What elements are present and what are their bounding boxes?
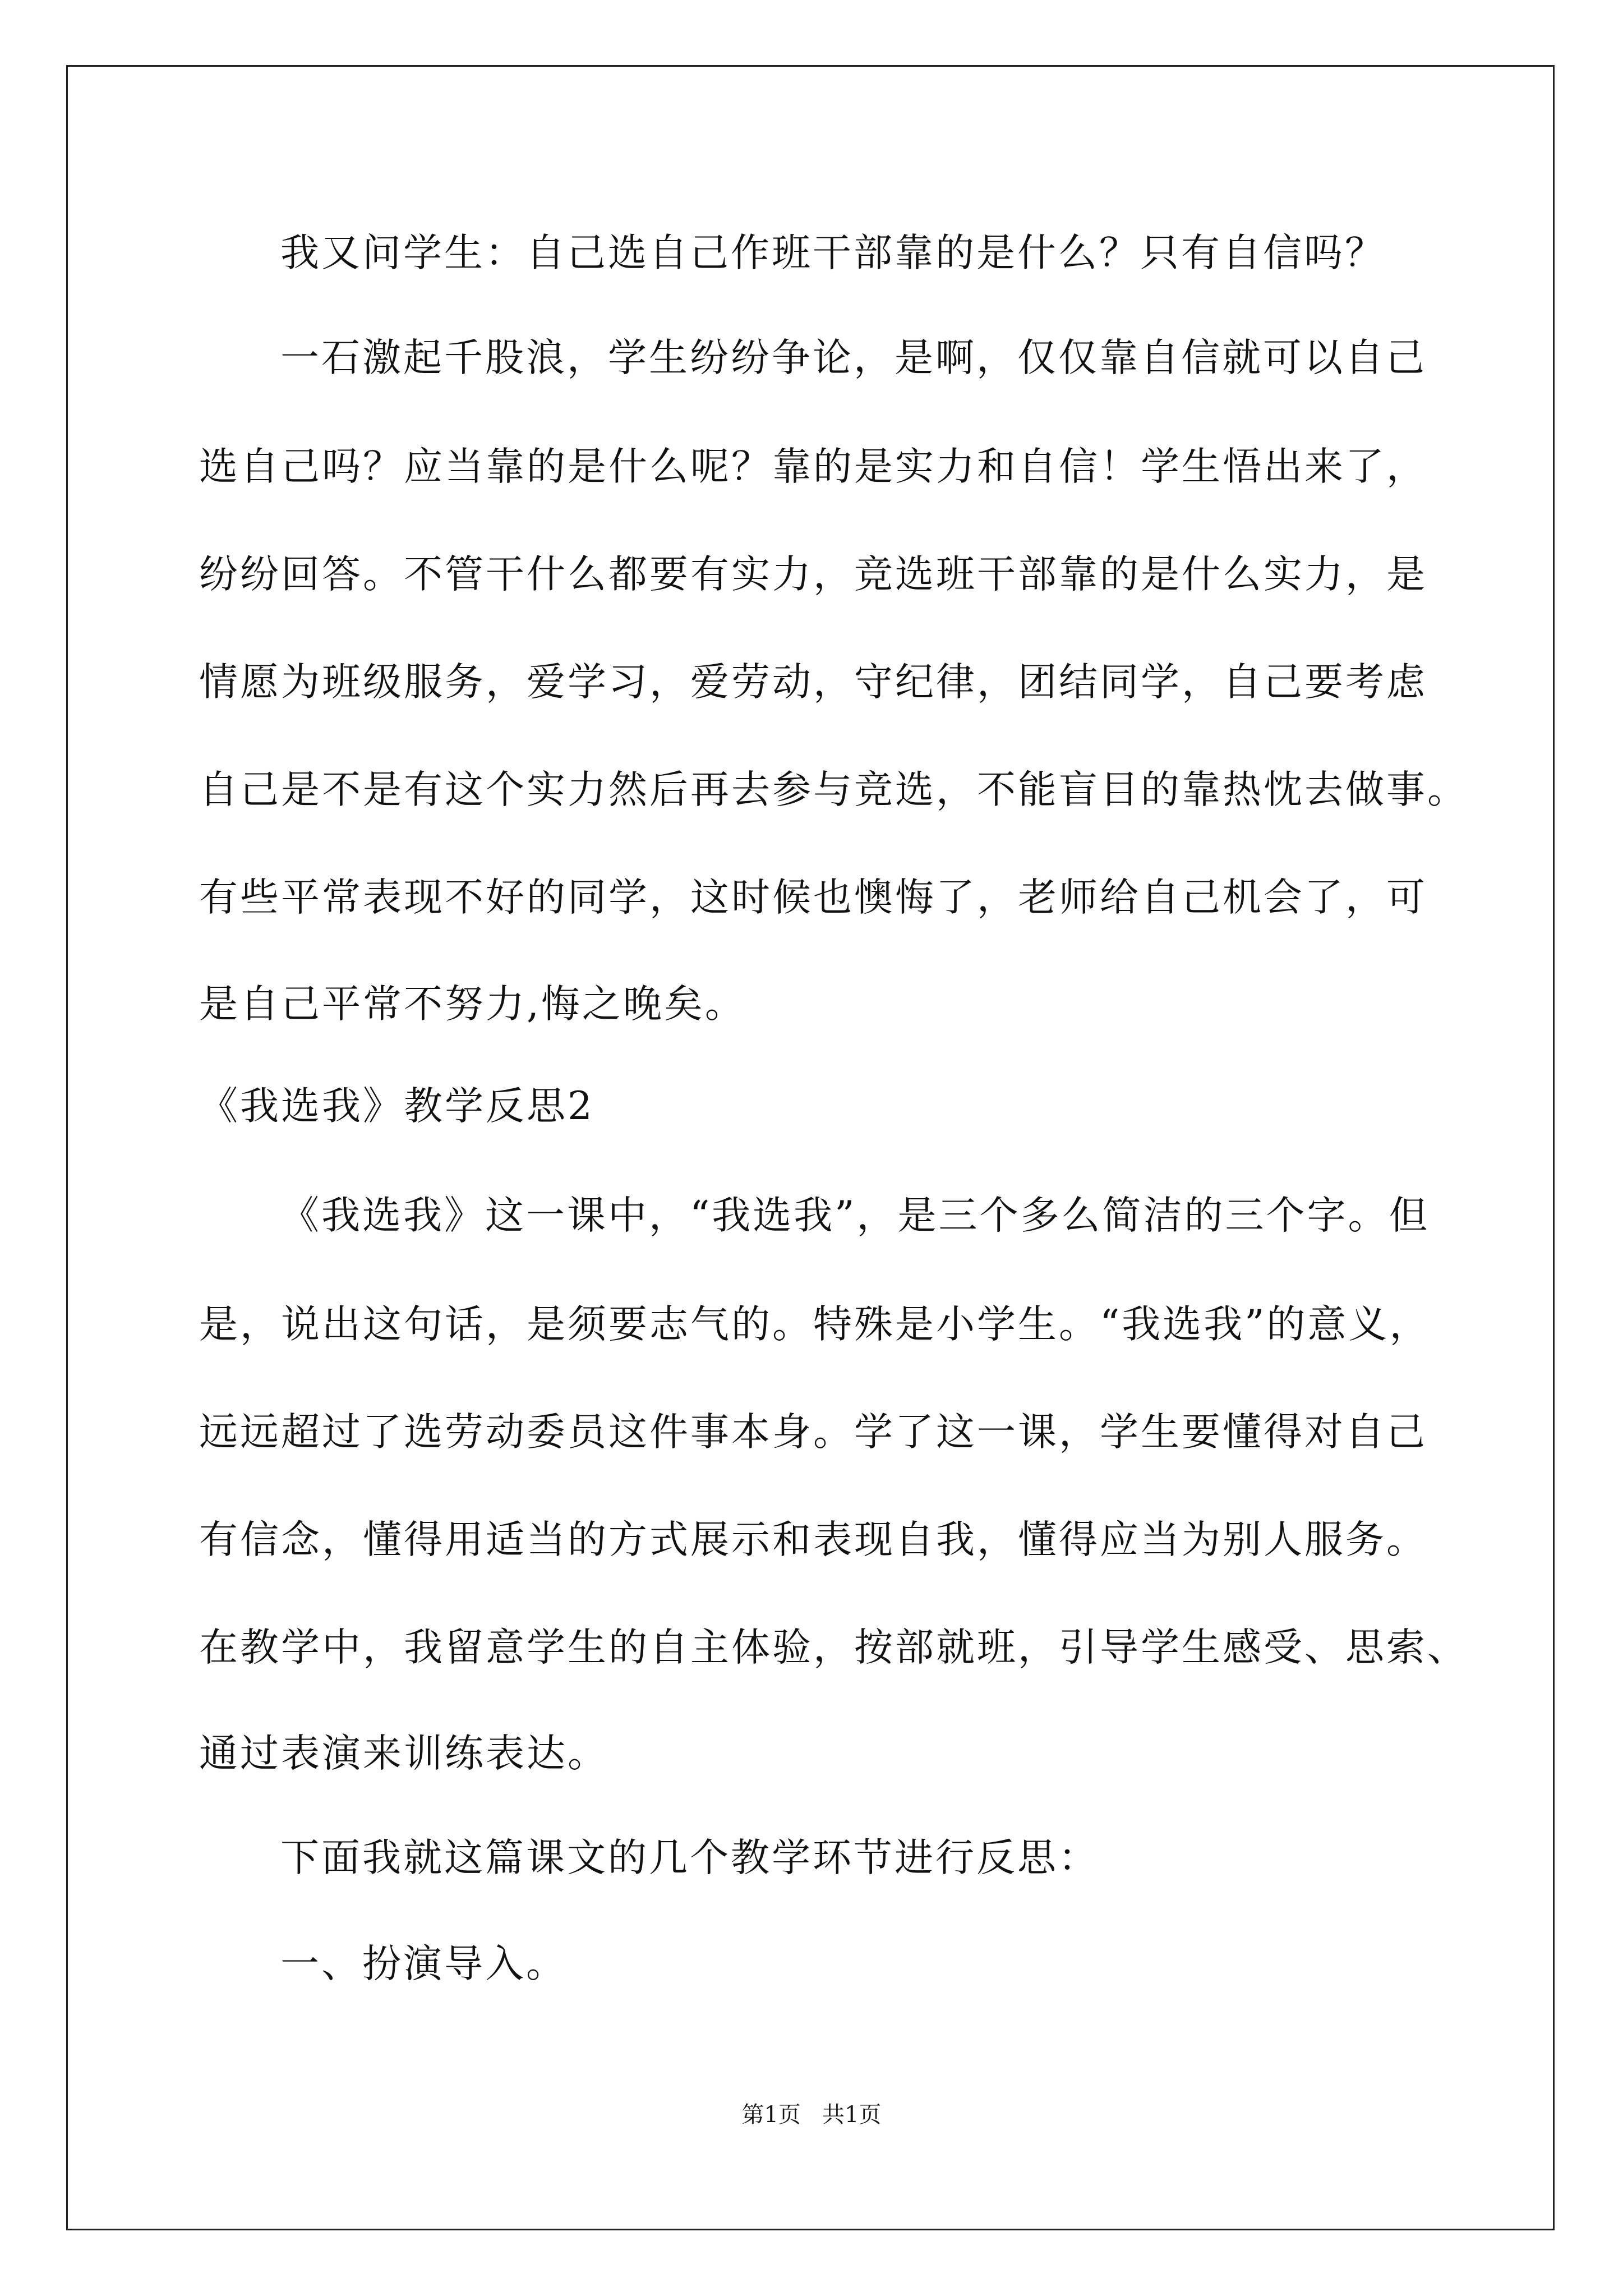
paragraph-2-line-6: 有些平常表现不好的同学，这时候也懊悔了，老师给自己机会了，可 — [199, 875, 1427, 920]
paragraph-2-line-4: 情愿为班级服务，爱学习，爱劳动，守纪律，团结同学，自己要考虑 — [199, 660, 1427, 705]
paragraph-2-line-1: 一石激起千股浪，学生纷纷争论，是啊，仅仅靠自信就可以自己 — [280, 335, 1427, 380]
page-footer: 第1页 共1页 — [741, 2102, 882, 2128]
paragraph-3-line-2: 是，说出这句话，是须要志气的。特殊是小学生。“我选我”的意义， — [199, 1302, 1431, 1347]
paragraph-2-line-2: 选自己吗？应当靠的是什么呢？靠的是实力和自信！学生悟出来了， — [199, 444, 1427, 489]
paragraph-3-line-6: 通过表演来训练表达。 — [199, 1731, 608, 1776]
paragraph-2-line-3: 纷纷回答。不管干什么都要有实力，竞选班干部靠的是什么实力，是 — [199, 552, 1427, 597]
paragraph-4-line-1: 下面我就这篇课文的几个教学环节进行反思： — [280, 1835, 1099, 1880]
paragraph-3-line-5: 在教学中，我留意学生的自主体验，按部就班，引导学生感受、思索、 — [199, 1625, 1468, 1670]
paragraph-2-line-7: 是自己平常不努力,悔之晚矣。 — [199, 982, 746, 1027]
section-heading: 《我选我》教学反思2 — [199, 1084, 594, 1129]
paragraph-1-line-1: 我又问学生：自己选自己作班干部靠的是什么？只有自信吗？ — [280, 231, 1386, 275]
paragraph-3-line-3: 远远超过了选劳动委员这件事本身。学了这一课，学生要懂得对自己 — [199, 1410, 1427, 1455]
paragraph-2-line-5: 自己是不是有这个实力然后再去参与竞选，不能盲目的靠热忱去做事。 — [199, 767, 1468, 812]
paragraph-3-line-4: 有信念，懂得用适当的方式展示和表现自我，懂得应当为别人服务。 — [199, 1517, 1427, 1562]
paragraph-3-line-1: 《我选我》这一课中，“我选我”，是三个多么简洁的三个字。但 — [280, 1193, 1430, 1238]
page-frame — [66, 65, 1555, 2230]
paragraph-5-line-1: 一、扮演导入。 — [280, 1941, 567, 1986]
